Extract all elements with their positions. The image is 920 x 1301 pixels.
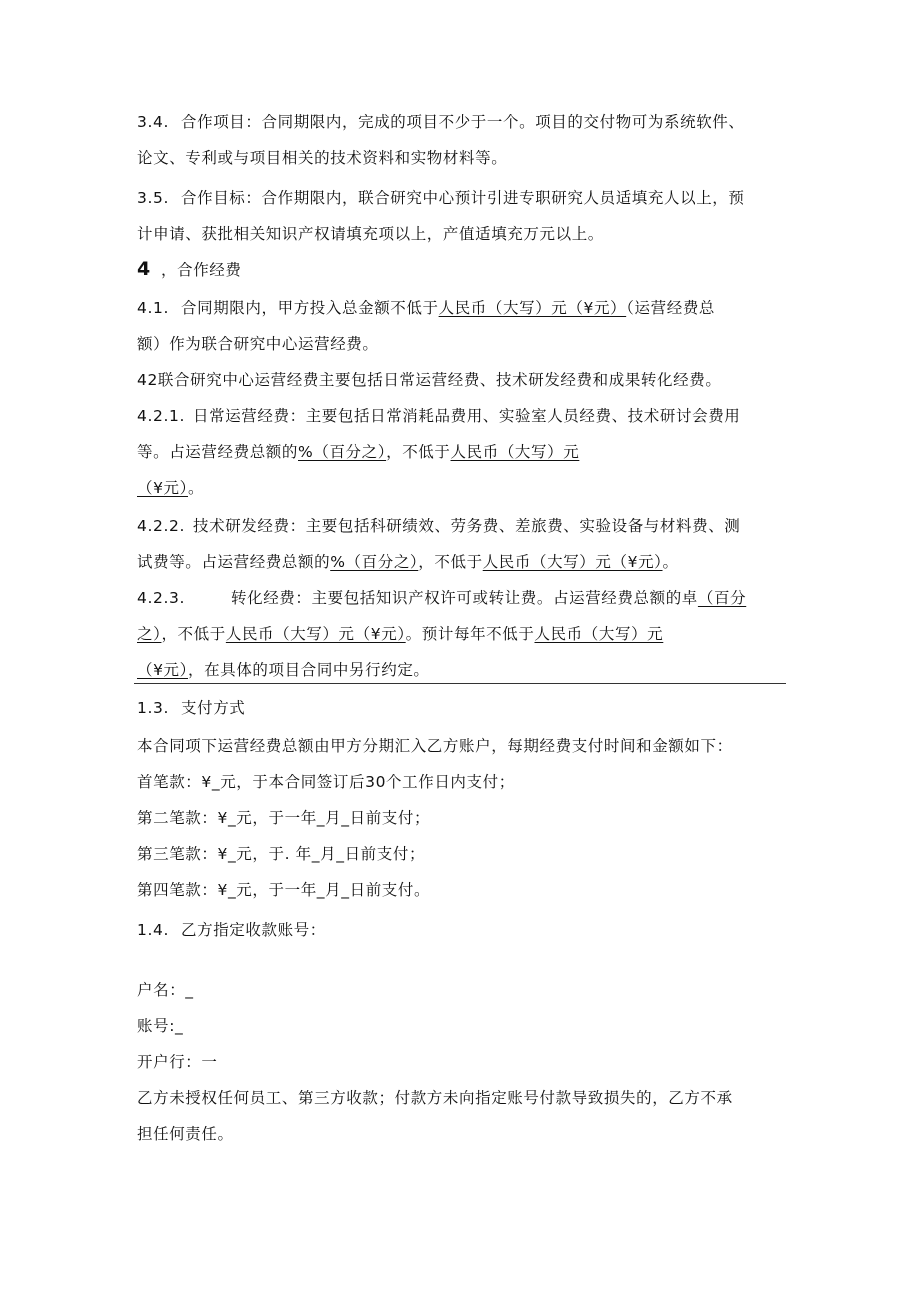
account-note-line-2: 担任何责任。 (137, 1125, 234, 1143)
section-1-3-heading (137, 696, 245, 718)
payment-2: 第二笔款：¥_元，于一年_月_日前支付； (137, 809, 431, 827)
text: （运营经费总 (626, 299, 716, 317)
blank-field: 人民币（大写）元（¥元） (225, 625, 406, 643)
text: 转化经费：主要包括知识产权许可或转让费。占运营经费总额的卓 (231, 589, 698, 607)
section-4-2-2-line-2 (137, 550, 679, 572)
account-note-line-1: 乙方未授权任何员工、第三方收款；付款方未向指定账号付款导致损失的，乙方不承 (137, 1089, 733, 1107)
section-3-4-line-1 (137, 110, 745, 132)
section-3-4-line-2: 论文、专利或与项目相关的技术资料和实物材料等。 (137, 149, 508, 167)
account-name: 户名：_ (137, 981, 194, 999)
text: 等。占运营经费总额的 (137, 443, 299, 461)
section-number: 3.4. (137, 113, 169, 131)
horizontal-divider (134, 683, 786, 684)
blank-field: 之） (137, 625, 162, 643)
blank-field: 人民币（大写）元（¥元） (438, 299, 627, 317)
text: ，在具体的项目合同中另行约定。 (188, 661, 430, 679)
section-4-2-3-line-3 (137, 658, 430, 680)
text: ，不低于 (386, 443, 451, 461)
section-title: ，合作经费 (161, 261, 242, 279)
section-title: 乙方指定收款账号： (181, 921, 326, 939)
blank-field: 人民币（大写）元 (450, 443, 580, 461)
blank-field: （百分 (697, 589, 747, 607)
section-text: 合作目标：合作期限内，联合研究中心预计引进专职研究人员适填充人以上，预 (181, 189, 745, 207)
section-4-1-line-1 (137, 296, 715, 318)
blank-field: 人民币（大写）元（¥元） (482, 553, 663, 571)
text: 试费等。占运营经费总额的 (137, 553, 331, 571)
payment-3: 第三笔款：¥_元，于. 年_月_日前支付； (137, 845, 426, 863)
blank-field: （¥元） (137, 479, 189, 497)
section-4-2-1-line-3 (137, 476, 204, 498)
section-4-2-line: 42联合研究中心运营经费主要包括日常运营经费、技术研发经费和成果转化经费。 (137, 371, 722, 389)
section-title: 支付方式 (181, 699, 246, 717)
section-number: 4.2.3. (137, 589, 185, 607)
section-number: 4 (137, 258, 151, 280)
section-number: 1.4. (137, 921, 169, 939)
section-4-heading (137, 258, 242, 280)
section-4-2-3-line-2 (137, 622, 663, 644)
section-4-2-1-line-1 (137, 404, 740, 426)
section-number: 3.5. (137, 189, 169, 207)
blank-field: %（百分之） (330, 553, 419, 571)
section-number: 1.3. (137, 699, 169, 717)
section-text: 合作项目：合同期限内，完成的项目不少于一个。项目的交付物可为系统软件、 (181, 113, 745, 131)
account-bank: 开户行：一 (137, 1053, 218, 1071)
text: 合同期限内，甲方投入总金额不低于 (181, 299, 439, 317)
section-number: 4.2.1. (137, 407, 185, 425)
payment-intro: 本合同项下运营经费总额由甲方分期汇入乙方账户，每期经费支付时间和金额如下： (137, 737, 733, 755)
section-number: 4.1. (137, 299, 169, 317)
section-text: 技术研发经费：主要包括科研绩效、劳务费、差旅费、实验设备与材料费、测 (193, 517, 741, 535)
section-4-1-line-2: 额）作为联合研究中心运营经费。 (137, 335, 379, 353)
section-3-5-line-2: 计申请、获批相关知识产权请填充项以上，产值适填充万元以上。 (137, 225, 604, 243)
text: 。预计每年不低于 (405, 625, 535, 643)
section-4-2-1-line-2 (137, 440, 579, 462)
section-3-5-line-1 (137, 186, 745, 208)
account-number: 账号:_ (137, 1017, 184, 1035)
text: ，不低于 (161, 625, 226, 643)
blank-field: 人民币（大写）元 (534, 625, 664, 643)
text: 。 (662, 553, 679, 571)
blank-field: （¥元） (137, 661, 189, 679)
section-1-4-heading (137, 918, 326, 940)
section-4-2-3-line-1 (137, 586, 746, 608)
payment-4: 第四笔款：¥_元，于一年_月_日前支付。 (137, 881, 431, 899)
section-number: 4.2.2. (137, 517, 185, 535)
text: 。 (188, 479, 205, 497)
section-4-2-2-line-1 (137, 514, 740, 536)
text: ，不低于 (418, 553, 483, 571)
payment-1: 首笔款：¥_元，于本合同签订后30个工作日内支付； (137, 773, 515, 791)
blank-field: %（百分之） (298, 443, 387, 461)
section-text: 日常运营经费：主要包括日常消耗品费用、实验室人员经费、技术研讨会费用 (193, 407, 741, 425)
